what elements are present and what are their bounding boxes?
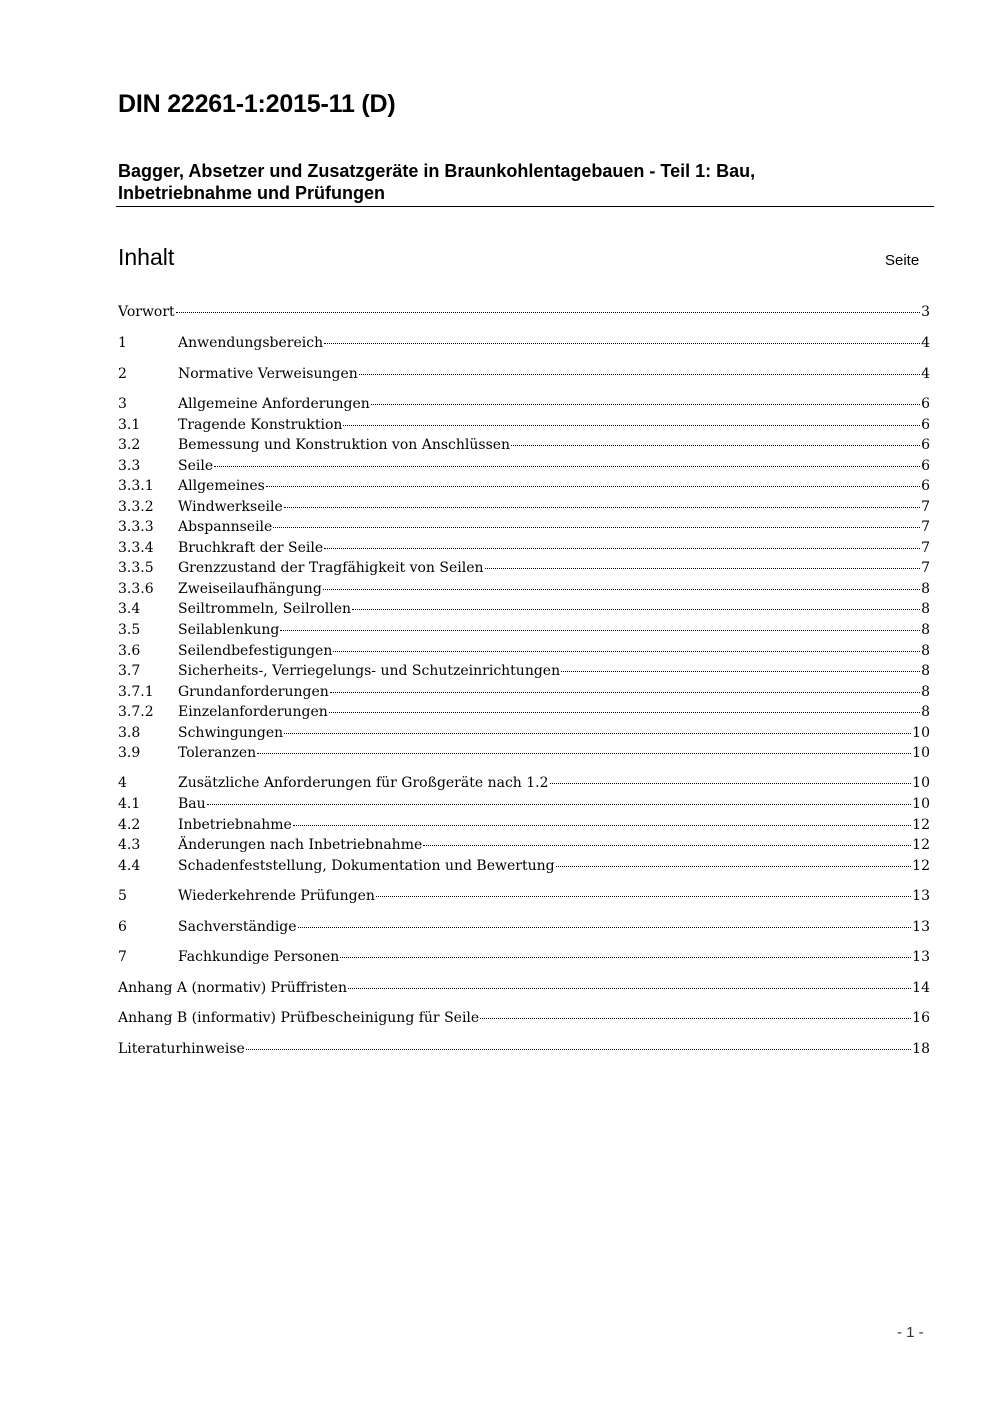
toc-entry[interactable]	[118, 415, 930, 435]
toc-entry-title: Seiltrommeln, Seilrollen	[178, 601, 352, 617]
toc-entry-title: Tragende Konstruktion	[178, 417, 343, 433]
toc-dot-leader	[246, 1049, 911, 1050]
toc-entry-number: 3.3.3	[118, 519, 154, 535]
toc-dot-leader	[207, 804, 912, 805]
document-title: Bagger, Absetzer und Zusatzgeräte in Braunkohlentagebauen - Teil 1: Bau, Inbetriebnahme und Prüfungen	[118, 161, 756, 203]
toc-dot-leader	[371, 404, 920, 405]
toc-entry-page: 8	[921, 643, 930, 659]
toc-entry[interactable]	[118, 394, 930, 414]
toc-entry-number: 3.5	[118, 622, 141, 638]
toc-entry-number: 5	[118, 888, 127, 904]
toc-entry-number: 3.3.4	[118, 540, 154, 556]
toc-entry-title: Einzelanforderungen	[178, 704, 328, 720]
toc-entry-title: Anhang A (normativ) Prüffristen	[118, 980, 347, 996]
toc-dot-leader	[176, 312, 920, 313]
toc-entry-page: 8	[921, 663, 930, 679]
toc-dot-leader	[273, 527, 920, 528]
toc-entry[interactable]	[118, 302, 930, 322]
toc-dot-leader	[359, 374, 920, 375]
toc-entry-title: Wiederkehrende Prüfungen	[178, 888, 375, 904]
toc-entry-title: Inbetriebnahme	[178, 817, 292, 833]
toc-entry-title: Allgemeines	[178, 478, 265, 494]
title-divider	[116, 206, 934, 207]
toc-entry-page: 12	[912, 817, 930, 833]
toc-dot-leader	[214, 466, 920, 467]
toc-entry-page: 18	[912, 1041, 930, 1057]
toc-entry-title: Anhang B (informativ) Prüfbescheinigung für Seile	[118, 1010, 480, 1026]
toc-entry[interactable]	[118, 558, 930, 578]
toc-entry[interactable]	[118, 886, 930, 906]
toc-entry-title: Änderungen nach Inbetriebnahme	[178, 837, 423, 853]
toc-entry[interactable]	[118, 794, 930, 814]
toc-dot-leader	[511, 445, 920, 446]
toc-dot-leader	[348, 988, 911, 989]
toc-entry[interactable]	[118, 579, 930, 599]
toc-entry[interactable]	[118, 723, 930, 743]
toc-entry[interactable]	[118, 599, 930, 619]
toc-entry-title: Bruchkraft der Seile	[178, 540, 324, 556]
toc-dot-leader	[550, 783, 912, 784]
toc-entry-title: Toleranzen	[178, 745, 257, 761]
toc-entry-page: 8	[921, 684, 930, 700]
toc-entry-page: 7	[921, 560, 930, 576]
toc-entry-number: 3.7.1	[118, 684, 154, 700]
toc-entry-page: 8	[921, 704, 930, 720]
toc-entry-page: 10	[912, 725, 930, 741]
toc-entry-number: 3.9	[118, 745, 141, 761]
toc-entry-page: 10	[912, 745, 930, 761]
toc-entry-page: 8	[921, 601, 930, 617]
toc-entry-title: Bau	[178, 796, 206, 812]
toc-entry-number: 3.3.2	[118, 499, 154, 515]
toc-entry-page: 12	[912, 837, 930, 853]
toc-dot-leader	[280, 630, 920, 631]
toc-dot-leader	[376, 896, 911, 897]
toc-dot-leader	[343, 425, 920, 426]
toc-entry[interactable]	[118, 682, 930, 702]
toc-entry-title: Sicherheits-, Verriegelungs- und Schutzeinrichtungen	[178, 663, 561, 679]
toc-dot-leader	[423, 845, 911, 846]
toc-entry-number: 3.4	[118, 601, 141, 617]
toc-entry[interactable]	[118, 835, 930, 855]
toc-entry-title: Zusätzliche Anforderungen für Großgeräte nach 1.2	[178, 775, 549, 791]
toc-entry-number: 3.8	[118, 725, 141, 741]
toc-dot-leader	[323, 589, 920, 590]
toc-entry-number: 6	[118, 919, 127, 935]
toc-dot-leader	[330, 692, 920, 693]
toc-entry-title: Schwingungen	[178, 725, 284, 741]
toc-entry-number: 3.3.1	[118, 478, 154, 494]
toc-entry-number: 3.3	[118, 458, 141, 474]
toc-entry-title: Normative Verweisungen	[178, 366, 358, 382]
toc-entry[interactable]	[118, 1008, 930, 1028]
toc-entry-page: 12	[912, 858, 930, 874]
toc-entry-title: Sachverständige	[178, 919, 297, 935]
toc-entry-page: 13	[912, 949, 930, 965]
toc-entry[interactable]	[118, 661, 930, 681]
toc-entry-title: Seilablenkung	[178, 622, 280, 638]
toc-entry[interactable]	[118, 773, 930, 793]
toc-entry-page: 7	[921, 519, 930, 535]
toc-entry[interactable]	[118, 517, 930, 537]
toc-entry-title: Seilendbefestigungen	[178, 643, 333, 659]
toc-dot-leader	[298, 927, 912, 928]
toc-page-label: Seite	[885, 252, 920, 269]
toc-dot-leader	[340, 957, 911, 958]
toc-entry-number: 4.1	[118, 796, 141, 812]
toc-entry-page: 7	[921, 540, 930, 556]
toc-entry[interactable]	[118, 456, 930, 476]
page-number: - 1 -	[897, 1324, 924, 1341]
toc-entry-number: 3.2	[118, 437, 141, 453]
toc-entry-title: Schadenfeststellung, Dokumentation und Bewertung	[178, 858, 555, 874]
toc-entry-number: 4.4	[118, 858, 141, 874]
toc-entry[interactable]	[118, 856, 930, 876]
toc-entry-title: Allgemeine Anforderungen	[178, 396, 370, 412]
toc-entry[interactable]	[118, 743, 930, 763]
toc-entry-number: 3.3.6	[118, 581, 154, 597]
toc-entry[interactable]	[118, 497, 930, 517]
toc-entry-number: 4.3	[118, 837, 141, 853]
toc-entry-page: 10	[912, 796, 930, 812]
toc-entry-title: Vorwort	[118, 304, 175, 320]
toc-entry-page: 7	[921, 499, 930, 515]
toc-entry-page: 16	[912, 1010, 930, 1026]
toc-dot-leader	[284, 507, 920, 508]
toc-entry[interactable]	[118, 1039, 930, 1059]
toc-entry-page: 13	[912, 888, 930, 904]
toc-entry-title: Literaturhinweise	[118, 1041, 245, 1057]
toc-entry-number: 1	[118, 335, 127, 351]
toc-entry-title: Grenzzustand der Tragfähigkeit von Seilen	[178, 560, 484, 576]
toc-dot-leader	[284, 733, 911, 734]
toc-entry-title: Zweiseilaufhängung	[178, 581, 322, 597]
toc-heading: Inhalt	[118, 244, 175, 270]
toc-entry-number: 3.3.5	[118, 560, 154, 576]
toc-entry-page: 10	[912, 775, 930, 791]
toc-entry-number: 4	[118, 775, 127, 791]
toc-entry-page: 8	[921, 581, 930, 597]
toc-entry-number: 3.1	[118, 417, 141, 433]
toc-dot-leader	[561, 671, 920, 672]
toc-entry[interactable]	[118, 333, 930, 353]
toc-entry-title: Bemessung und Konstruktion von Anschlüssen	[178, 437, 511, 453]
toc-entry-number: 3	[118, 396, 127, 412]
toc-entry[interactable]	[118, 435, 930, 455]
toc-dot-leader	[293, 825, 911, 826]
document-id: DIN 22261-1:2015-11 (D)	[118, 90, 396, 118]
toc-entry-title: Windwerkseile	[178, 499, 283, 515]
toc-entry-page: 4	[921, 366, 930, 382]
toc-dot-leader	[556, 866, 912, 867]
toc-entry-number: 7	[118, 949, 127, 965]
toc-dot-leader	[324, 343, 920, 344]
toc-dot-leader	[485, 568, 921, 569]
toc-entry-title: Seile	[178, 458, 214, 474]
toc-entry-page: 8	[921, 622, 930, 638]
toc-entry-page: 6	[921, 458, 930, 474]
toc-dot-leader	[329, 712, 920, 713]
toc-entry-number: 3.6	[118, 643, 141, 659]
toc-dot-leader	[324, 548, 920, 549]
toc-dot-leader	[480, 1018, 911, 1019]
toc-entry-number: 4.2	[118, 817, 141, 833]
toc-entry-title: Anwendungsbereich	[178, 335, 324, 351]
toc-entry[interactable]	[118, 641, 930, 661]
toc-entry-page: 6	[921, 417, 930, 433]
toc-dot-leader	[257, 753, 911, 754]
toc-entry[interactable]	[118, 917, 930, 937]
toc-dot-leader	[352, 609, 920, 610]
toc-entry-page: 6	[921, 437, 930, 453]
toc-entry-number: 3.7.2	[118, 704, 154, 720]
toc-entry-title: Grundanforderungen	[178, 684, 329, 700]
toc-dot-leader	[333, 651, 920, 652]
toc-entry-number: 2	[118, 366, 127, 382]
toc-entry[interactable]	[118, 538, 930, 558]
toc-entry-page: 3	[921, 304, 930, 320]
toc-entry[interactable]	[118, 978, 930, 998]
toc-entry-title: Fachkundige Personen	[178, 949, 340, 965]
toc-entry-page: 14	[912, 980, 930, 996]
toc-entry-page: 4	[921, 335, 930, 351]
toc-entry-number: 3.7	[118, 663, 141, 679]
toc-entry[interactable]	[118, 620, 930, 640]
toc-entry[interactable]	[118, 815, 930, 835]
toc-entry[interactable]	[118, 476, 930, 496]
toc-entry[interactable]	[118, 947, 930, 967]
toc-entry-title: Abspannseile	[178, 519, 273, 535]
toc-dot-leader	[266, 486, 920, 487]
toc-entry-page: 6	[921, 396, 930, 412]
toc-entry-page: 13	[912, 919, 930, 935]
toc-entry-page: 6	[921, 478, 930, 494]
toc-entry[interactable]	[118, 364, 930, 384]
toc-entry[interactable]	[118, 702, 930, 722]
